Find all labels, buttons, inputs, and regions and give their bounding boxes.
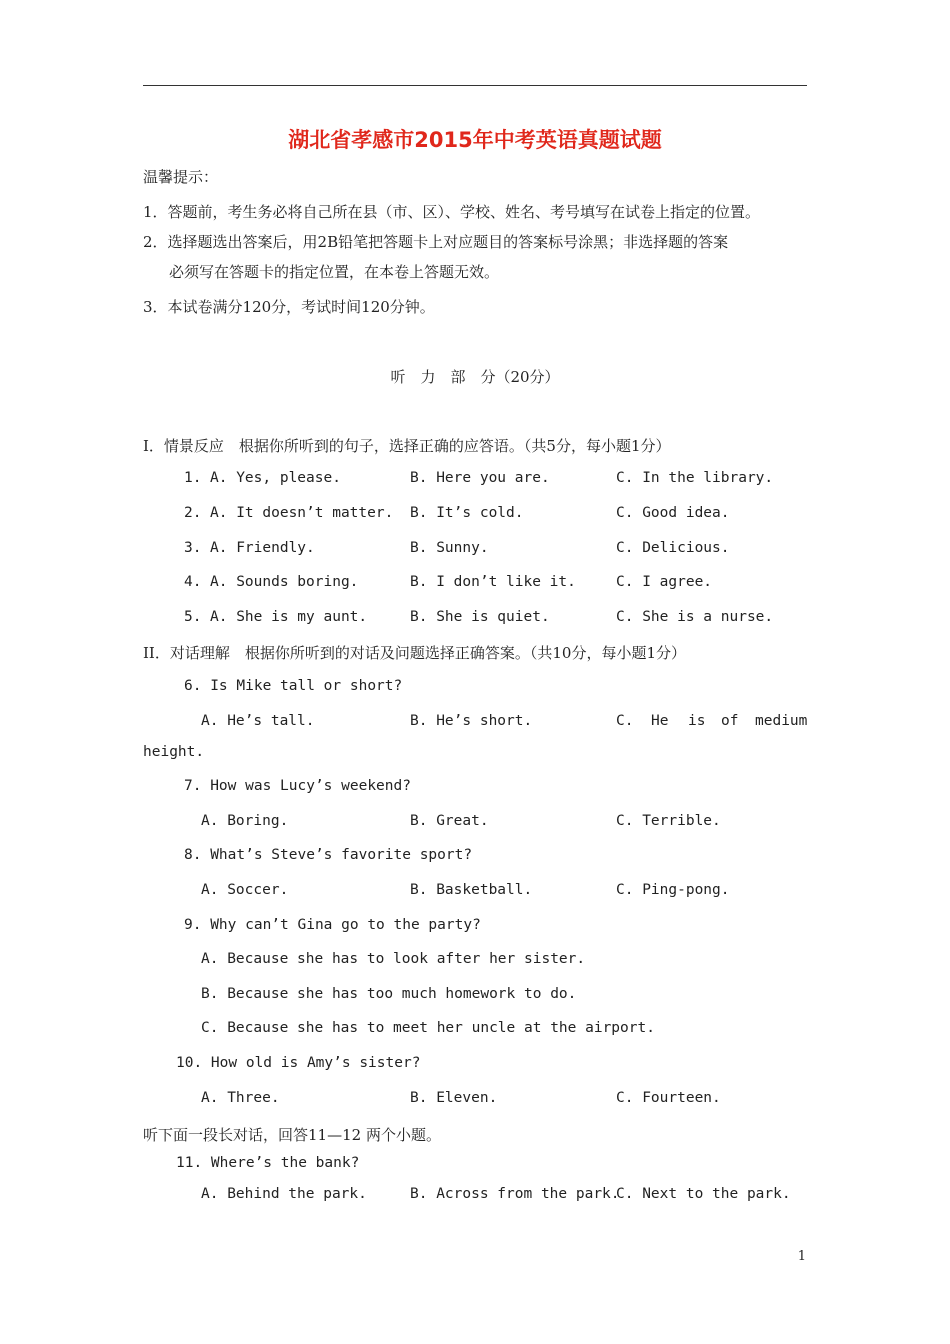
item-number: 5.	[184, 609, 202, 625]
option-a: A. Soccer.	[201, 882, 289, 898]
part1-heading: I．情景反应 根据你所听到的句子，选择正确的应答语。（共5分，每小题1分）	[143, 437, 671, 455]
option-b: B. Across from the park.	[410, 1186, 620, 1202]
option-a: A. Boring.	[201, 813, 289, 829]
option-a: A. Friendly.	[210, 540, 315, 556]
option-b: B. Sunny.	[410, 540, 489, 556]
section-title: 听 力 部 分（20分）	[390, 368, 560, 386]
question-8: 8. What’s Steve’s favorite sport?	[184, 847, 473, 863]
option-a: A. Yes, please.	[210, 470, 341, 486]
option-b: B. Because she has too much homework to do.	[201, 986, 577, 1002]
question-9: 9. Why can’t Gina go to the party?	[184, 917, 481, 933]
option-c-word: He	[651, 713, 669, 729]
tip-1: 1．答题前，考生务必将自己所在县（市、区）、学校、姓名、考号填写在试卷上指定的位置。	[143, 203, 761, 221]
option-b: B. I don’t like it.	[410, 574, 576, 590]
item-number: 3.	[184, 540, 202, 556]
option-c: C. She is a nurse.	[616, 609, 774, 625]
option-a: A. Because she has to look after her sister.	[201, 951, 586, 967]
item-number: 4.	[184, 574, 202, 590]
question-7: 7. How was Lucy’s weekend?	[184, 778, 411, 794]
option-c-word: is	[688, 713, 706, 729]
option-c: C. I agree.	[616, 574, 713, 590]
option-c-word: medium	[755, 713, 808, 729]
tip-3: 3．本试卷满分120分，考试时间120分钟。	[143, 298, 435, 316]
option-a: A. Three.	[201, 1090, 280, 1106]
option-a: A. He’s tall.	[201, 713, 315, 729]
question-6: 6. Is Mike tall or short?	[184, 678, 403, 694]
question-11: 11. Where’s the bank?	[176, 1155, 360, 1171]
option-b: B. Here you are.	[410, 470, 550, 486]
option-b: B. He’s short.	[410, 713, 533, 729]
header-rule	[143, 85, 807, 86]
long-dialog-note: 听下面一段长对话，回答11—12 两个小题。	[143, 1126, 441, 1144]
page-number: 1	[797, 1249, 806, 1264]
item-number: 1.	[184, 470, 202, 486]
option-c-word: of	[721, 713, 739, 729]
question-10: 10. How old is Amy’s sister?	[176, 1055, 421, 1071]
option-c: C. Good idea.	[616, 505, 730, 521]
option-c: C. Delicious.	[616, 540, 730, 556]
option-b: B. Great.	[410, 813, 489, 829]
option-b: B. It’s cold.	[410, 505, 524, 521]
option-c: C. Fourteen.	[616, 1090, 721, 1106]
part2-heading: II．对话理解 根据你所听到的对话及问题选择正确答案。（共10分，每小题1分）	[143, 644, 686, 662]
option-b: B. Eleven.	[410, 1090, 498, 1106]
tips-heading: 温馨提示：	[143, 168, 219, 186]
tip-2-line-1: 2．选择题选出答案后，用2B铅笔把答题卡上对应题目的答案标号涂黑；非选择题的答案	[143, 233, 729, 251]
tip-2-line-2: 必须写在答题卡的指定位置，在本卷上答题无效。	[169, 263, 500, 281]
option-c: C. In the library.	[616, 470, 774, 486]
option-b: B. Basketball.	[410, 882, 533, 898]
option-c: C. Terrible.	[616, 813, 721, 829]
option-c: C. Ping-pong.	[616, 882, 730, 898]
option-a: A. It doesn’t matter.	[210, 505, 394, 521]
document-title: 湖北省孝感市2015年中考英语真题试题	[288, 128, 662, 152]
option-a: A. Behind the park.	[201, 1186, 367, 1202]
option-c: C. Because she has to meet her uncle at the airport.	[201, 1020, 655, 1036]
option-c-label: C.	[616, 713, 634, 729]
option-a: A. Sounds boring.	[210, 574, 359, 590]
option-c: C. Next to the park.	[616, 1186, 791, 1202]
item-number: 2.	[184, 505, 202, 521]
option-b: B. She is quiet.	[410, 609, 550, 625]
option-c-continued: height.	[143, 744, 205, 760]
option-a: A. She is my aunt.	[210, 609, 368, 625]
